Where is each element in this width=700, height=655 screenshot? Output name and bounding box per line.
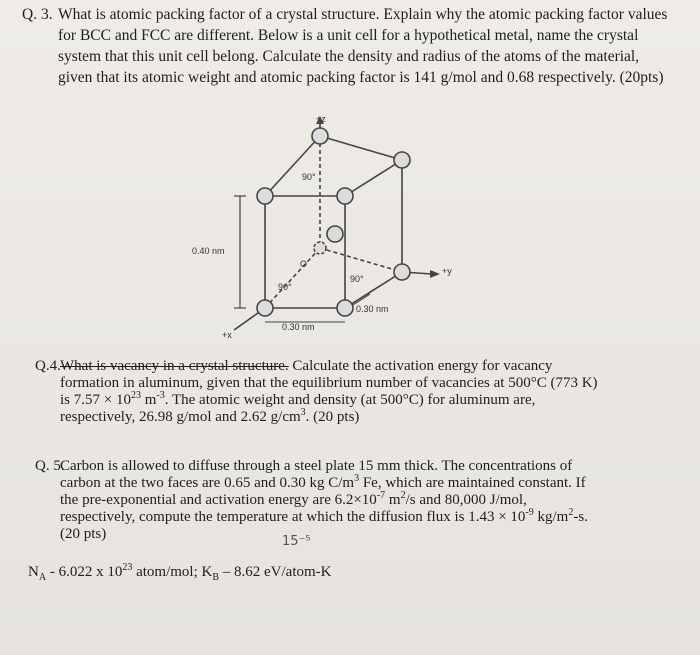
angle-label-top: 90° bbox=[302, 172, 316, 182]
atom-front-top-left bbox=[257, 188, 273, 204]
y-axis-label: +y bbox=[442, 266, 452, 276]
question-5-line1: Carbon is allowed to diffuse through a steel plate 15 mm thick. The concentrations of bbox=[60, 458, 573, 474]
atom-front-bottom-right bbox=[337, 300, 353, 316]
atom-front-bottom-left bbox=[257, 300, 273, 316]
question-5-number: Q. 5. bbox=[35, 458, 65, 474]
question-5 bbox=[35, 458, 660, 543]
question-3-text: What is atomic packing factor of a crystal structure. Explain why the atomic packing factor values for BCC and FCC are different. Below is a unit cell for a hypothetical metal, name the crystal system that this unit cell belong. Calculate the density and radius of the atoms of the material, given that its atomic weight and atomic packing factor is 141 g/mol and 0.68 respectively. (20pts) bbox=[58, 6, 668, 86]
question-5-line2: carbon at the two faces are 0.65 and 0.30 kg $C/m^3$ Fe, which are maintained constant. If bbox=[60, 473, 586, 491]
edge-back-bottom-hidden bbox=[320, 248, 402, 272]
unit-cell-figure bbox=[170, 112, 470, 342]
atom-origin bbox=[314, 242, 326, 254]
angle-label-left: 90° bbox=[278, 282, 292, 292]
question-4 bbox=[35, 358, 660, 426]
handwritten-note: 15⁻⁵ bbox=[282, 534, 311, 549]
z-axis-label: +z bbox=[316, 114, 326, 124]
question-4-line3: is $7.57 \times 10^{23}$ $m^{-3}$. The atomic weight and density (at 500°C) for aluminum are, bbox=[60, 390, 536, 408]
origin-label: O bbox=[300, 259, 308, 269]
x-axis-label: +x bbox=[222, 330, 232, 340]
constants-line: $N_A - 6.022$ x $10^{23}$ atom/mol; $K_B - 8.62$ eV/atom-K bbox=[28, 562, 332, 583]
question-4-line2: formation in aluminum, given that the equilibrium number of vacancies at 500°C (773 K) bbox=[60, 375, 598, 391]
atom-back-top-left bbox=[312, 128, 328, 144]
edge-back-top bbox=[320, 136, 402, 160]
question-4-line4: respectively, 26.98 g/mol and 2.62 $g/cm^3$. (20 pts) bbox=[60, 407, 360, 425]
angle-label-right: 90° bbox=[350, 274, 364, 284]
question-3-number: Q. 3. bbox=[22, 6, 53, 23]
atom-back-bottom-right bbox=[394, 264, 410, 280]
question-5-line4: respectively, compute the temperature at which the diffusion flux is $1.43 \times 10^{-9}$ $kg/m^2-s$. bbox=[60, 507, 588, 525]
unit-cell-diagram bbox=[170, 112, 470, 342]
y-arrowhead bbox=[430, 270, 440, 278]
depth-dimension-label: 0.30 nm bbox=[356, 304, 389, 314]
atom-back-top-right bbox=[394, 152, 410, 168]
edge-top-left bbox=[265, 136, 320, 196]
height-dimension-label: 0.40 nm bbox=[192, 246, 225, 256]
question-5-line3: the pre-exponential and activation energy are $6.2\times 10^{-7}$ $m^2/s$ and 80,000 J/mol, bbox=[60, 490, 527, 508]
atom-front-top-right bbox=[337, 188, 353, 204]
question-4-line1: Calculate the activation energy for vacancy bbox=[292, 358, 553, 374]
question-3 bbox=[22, 4, 670, 88]
question-4-struck-text: What is vacancy in a crystal structure. bbox=[60, 358, 289, 374]
width-dimension-label: 0.30 nm bbox=[282, 322, 315, 332]
atom-face-center bbox=[327, 226, 343, 242]
edge-top-right bbox=[345, 160, 402, 196]
question-4-number: Q.4. bbox=[35, 358, 61, 374]
question-5-line5: (20 pts) bbox=[60, 526, 107, 542]
edge-bottom-left-hidden bbox=[265, 248, 320, 308]
